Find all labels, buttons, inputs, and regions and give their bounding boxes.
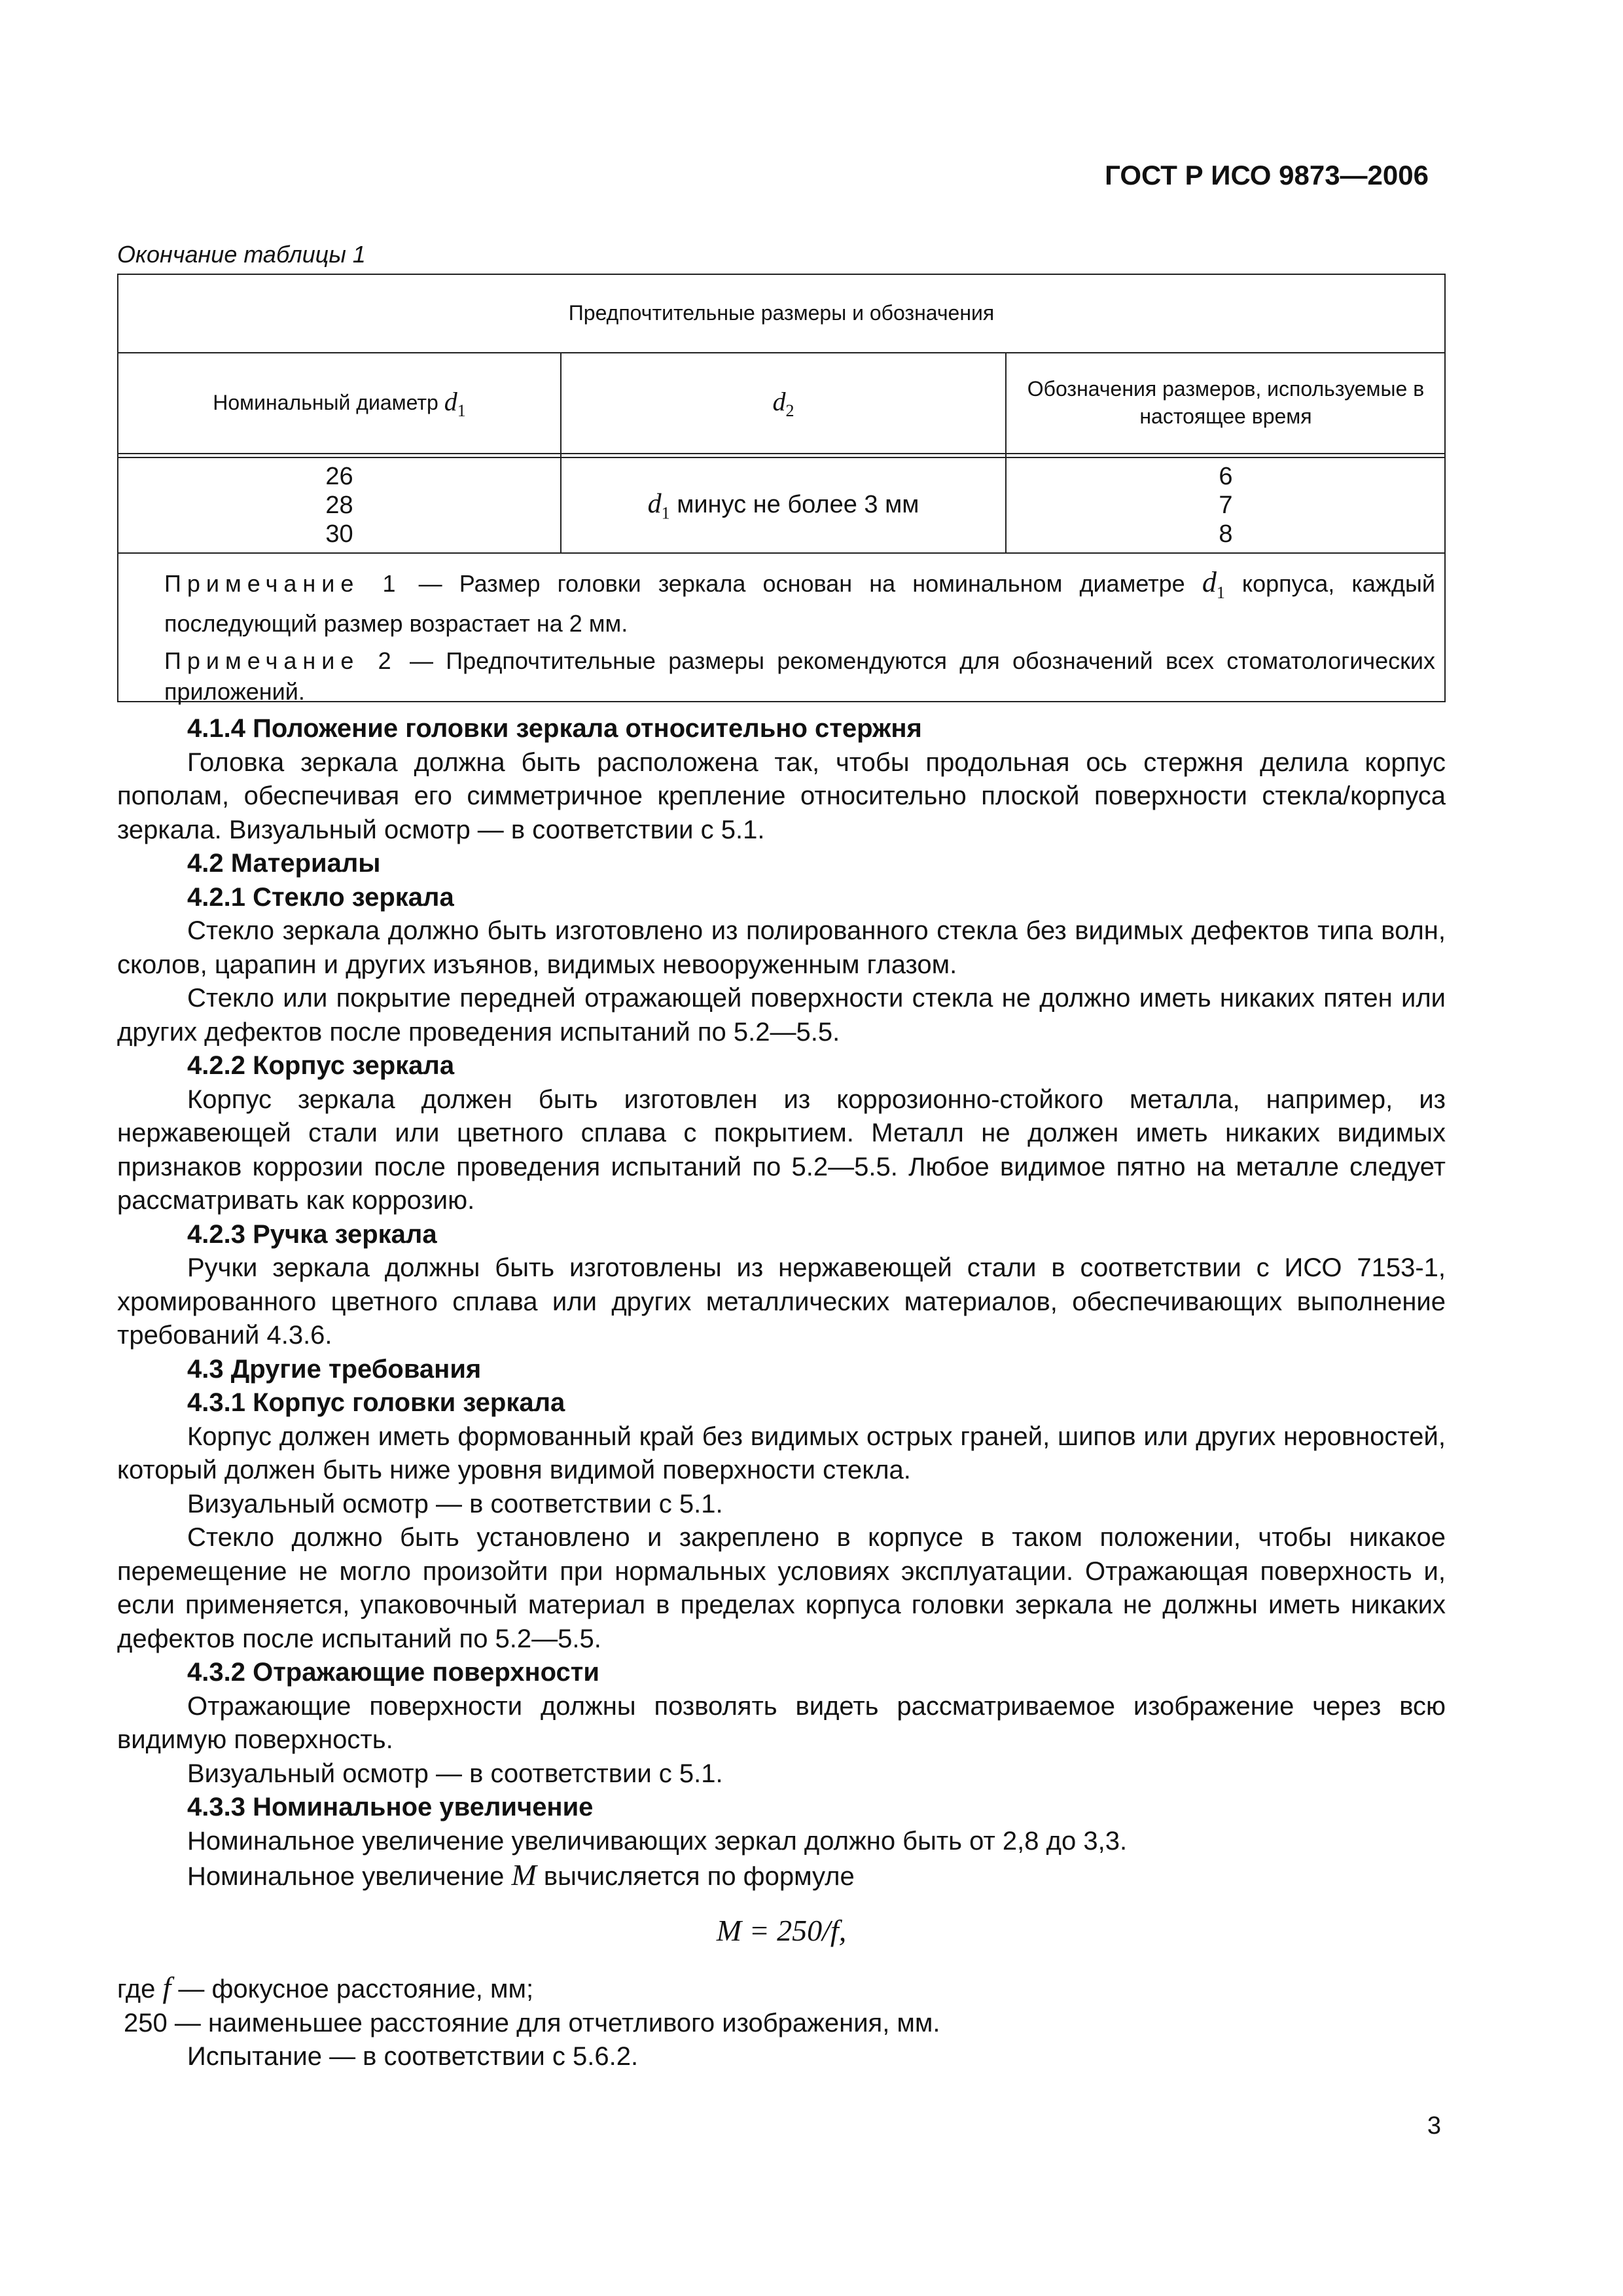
value-cell: 7 xyxy=(1219,492,1233,519)
value-cell: 8 xyxy=(1219,520,1233,548)
note-prefix: Примечание 1 xyxy=(164,570,402,597)
paragraph: Стекло зеркала должно быть изготовлено из полированного стекла без видимых дефектов типа волн, сколов, царапин и других изъянов, видимых невооруженным глазом. xyxy=(117,916,1446,979)
table-caption: Окончание таблицы 1 xyxy=(117,241,366,268)
value-cell: 6 xyxy=(1219,463,1233,490)
document-body xyxy=(117,712,1446,2074)
text-run: где xyxy=(117,1975,163,2003)
section-heading: 4.3.1 Корпус головки зеркала xyxy=(187,1388,565,1417)
note-1 xyxy=(164,567,1435,639)
paragraph: Испытание — в соответствии с 5.6.2. xyxy=(187,2042,639,2071)
text-run: вычисляется по формуле xyxy=(536,1862,855,1891)
paragraph: Головка зеркала должна быть расположена так, чтобы продольная ось стержня делила корпус пополам, обеспечивая его симметричное крепление относительно плоской поверхности стекла/корпуса зеркала. Визуальный осмотр — в соответствии с 5.1. xyxy=(117,747,1446,844)
d-symbol: d xyxy=(444,386,457,416)
where-clause: 250 — наименьшее расстояние для отчетливого изображения, мм. xyxy=(124,2008,940,2037)
header-nominal-diameter-label: Номинальный диаметр xyxy=(213,391,438,415)
table-rule xyxy=(118,453,1444,454)
table-title: Предпочтительные размеры и обозначения xyxy=(568,301,995,325)
section-heading: 4.2.3 Ручка зеркала xyxy=(187,1219,437,1249)
note-prefix: Примечание 2 xyxy=(164,647,397,674)
d1-symbol xyxy=(648,486,670,524)
table-notes xyxy=(164,567,1435,713)
paragraph: Корпус должен иметь формованный край без видимых острых граней, шипов или других неровностей, который должен быть ниже уровня видимой поверхности стекла. xyxy=(117,1422,1446,1484)
section-heading: 4.3.2 Отражающие поверхности xyxy=(187,1658,599,1687)
d1-symbol xyxy=(444,385,466,422)
paragraph: Стекло или покрытие передней отражающей поверхности стекла не должно иметь никаких пятен или других дефектов после проведения испытаний по 5.2—5.5. xyxy=(117,984,1446,1047)
note-text: корпуса, каждый последующий размер возрастает на 2 мм. xyxy=(164,570,1435,637)
header-d2 xyxy=(562,353,1005,453)
symbol-m: M xyxy=(511,1858,537,1892)
paragraph: Корпус зеркала должен быть изготовлен из коррозионно-стойкого металла, например, из нержавеющей стали или цветного сплава с покрытием. Металл не должен иметь никаких видимых признаков коррозии после проведения испытаний по 5.2—5.5. Любое видимое пятно на металле следует рассматривать как коррозию. xyxy=(117,1085,1446,1215)
d-symbol: d xyxy=(647,488,662,519)
d-symbol: d xyxy=(772,386,786,416)
page-number: 3 xyxy=(1427,2112,1441,2140)
text-run: Номинальное увеличение xyxy=(187,1862,512,1891)
section-heading: 4.3 Другие требования xyxy=(187,1354,482,1384)
d-symbol: d xyxy=(1202,566,1217,598)
table-rule xyxy=(118,552,1444,554)
paragraph: Стекло должно быть установлено и закреплено в корпусе в таком положении, чтобы никакое перемещение не могло произойти при нормальных условиях эксплуатации. Отражающая поверхность и, если применяется, упаковочный материал в пределах корпуса головки зеркала не должны иметь никаких дефектов после испытаний по 5.2—5.5. xyxy=(117,1523,1446,1653)
paragraph: Ручки зеркала должны быть изготовлены из нержавеющей стали в соответствии с ИСО 7153-1, хромированного цветного сплава или других металлических материалов, обеспечивающих выполнение требований 4.3.6. xyxy=(117,1253,1446,1350)
paragraph: Отражающие поверхности должны позволять видеть рассматриваемое изображение через всю видимую поверхность. xyxy=(117,1691,1446,1754)
subscript: 1 xyxy=(661,503,670,523)
subscript: 2 xyxy=(785,401,794,420)
document-code: ГОСТ Р ИСО 9873—2006 xyxy=(1105,160,1429,190)
header-nominal-diameter xyxy=(118,353,560,453)
d1-symbol xyxy=(1202,566,1225,602)
paragraph: Номинальное увеличение увеличивающих зеркал должно быть от 2,8 до 3,3. xyxy=(187,1826,1128,1856)
section-heading: 4.2.1 Стекло зеркала xyxy=(187,882,454,912)
col2-value-text: минус не более 3 мм xyxy=(669,491,919,519)
col1-values xyxy=(118,458,560,552)
where-clause xyxy=(117,1971,1446,2007)
col3-values xyxy=(1007,458,1445,552)
paragraph: Визуальный осмотр — в соответствии с 5.1. xyxy=(187,1489,723,1518)
value-cell: 26 xyxy=(325,463,353,490)
subscript: 1 xyxy=(457,401,466,420)
note-text: — Размер головки зеркала основан на номинальном диаметре xyxy=(401,570,1202,597)
section-heading: 4.2.2 Корпус зеркала xyxy=(187,1051,455,1080)
section-heading: 4.1.4 Положение головки зеркала относительно стержня xyxy=(187,714,922,743)
section-heading: 4.3.3 Номинальное увеличение xyxy=(187,1793,594,1821)
formula: M = 250/f, xyxy=(716,1913,847,1947)
value-cell: 30 xyxy=(325,520,353,548)
col2-value xyxy=(562,458,1005,552)
value-cell: 28 xyxy=(325,492,353,519)
subscript: 1 xyxy=(1216,583,1225,602)
d2-symbol xyxy=(773,385,794,422)
note-2 xyxy=(164,645,1435,707)
note-text: — Предпочтительные размеры рекомендуются для обозначений всех стоматологических приложений. xyxy=(164,647,1435,705)
header-current-designations: Обозначения размеров, используемые в настоящее время xyxy=(1027,377,1425,428)
text-run: — фокусное расстояние, мм; xyxy=(171,1975,534,2003)
dimensions-table xyxy=(117,274,1446,705)
symbol-f: f xyxy=(162,1971,171,2004)
paragraph xyxy=(117,1858,1446,1894)
paragraph: Визуальный осмотр — в соответствии с 5.1. xyxy=(187,1759,723,1788)
section-heading: 4.2 Материалы xyxy=(187,849,381,878)
